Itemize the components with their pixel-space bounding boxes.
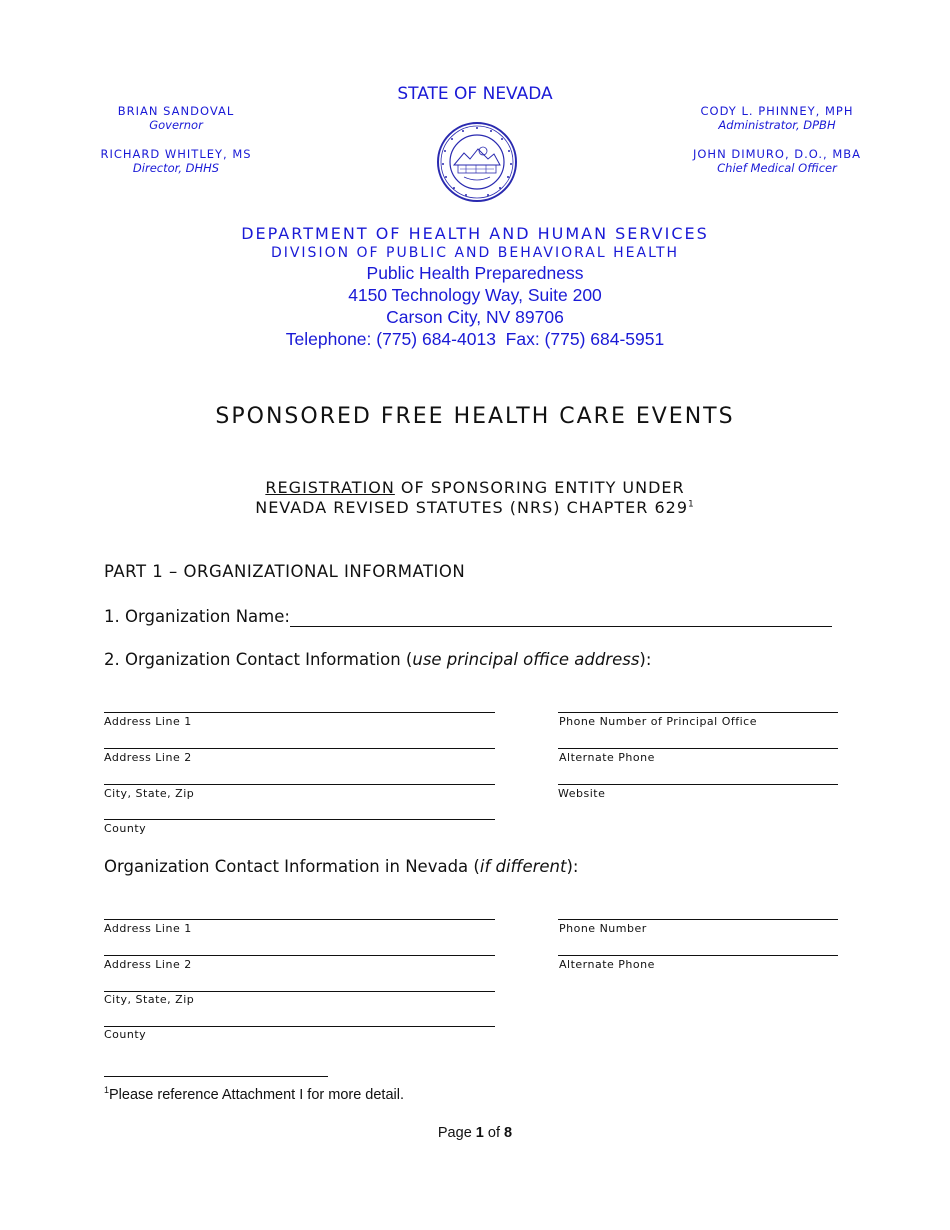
nv-alt-phone-label: Alternate Phone — [559, 958, 655, 971]
subtitle-rest: OF SPONSORING ENTITY UNDER — [394, 478, 685, 497]
nv-address2-field[interactable] — [104, 955, 495, 956]
nv-address1-field[interactable] — [104, 919, 495, 920]
contact-info-heading — [104, 650, 651, 669]
principal-address1-field[interactable] — [104, 712, 495, 713]
principal-county-field[interactable] — [104, 819, 495, 820]
document-title: SPONSORED FREE HEALTH CARE EVENTS — [215, 404, 735, 429]
subtitle-underlined: REGISTRATION — [265, 478, 395, 497]
nv-city-label: City, State, Zip — [104, 993, 195, 1006]
principal-city-field[interactable] — [104, 784, 495, 785]
nevada-contact-prefix: Organization Contact Information in Nevada ( — [104, 857, 480, 876]
principal-address1-label: Address Line 1 — [104, 715, 192, 728]
governor-name: BRIAN SANDOVAL — [117, 104, 235, 118]
principal-county-label: County — [104, 822, 147, 835]
governor-title: Governor — [149, 118, 203, 132]
nv-address1-label: Address Line 1 — [104, 922, 192, 935]
principal-city-label: City, State, Zip — [104, 787, 195, 800]
page-number — [0, 1125, 950, 1141]
nevada-contact-suffix: ): — [566, 857, 579, 876]
org-name-label: 1. Organization Name: — [104, 607, 290, 626]
state-title: STATE OF NEVADA — [397, 84, 553, 104]
principal-website-field[interactable] — [558, 784, 838, 785]
nv-alt-phone-field[interactable] — [558, 955, 838, 956]
nv-city-field[interactable] — [104, 991, 495, 992]
state-seal-icon — [436, 121, 518, 203]
principal-alt-phone-label: Alternate Phone — [559, 751, 655, 764]
principal-address2-label: Address Line 2 — [104, 751, 192, 764]
nv-county-field[interactable] — [104, 1026, 495, 1027]
page-of: of — [483, 1125, 505, 1141]
page-total: 8 — [504, 1125, 513, 1141]
cmo-title: Chief Medical Officer — [717, 161, 837, 175]
org-name-field[interactable] — [290, 626, 832, 627]
nv-address2-label: Address Line 2 — [104, 958, 192, 971]
nv-phone-field[interactable] — [558, 919, 838, 920]
nv-county-label: County — [104, 1028, 147, 1041]
director-title: Director, DHHS — [132, 161, 220, 175]
footnote — [104, 1085, 404, 1103]
phone-fax: Telephone: (775) 684-4013 Fax: (775) 684-5951 — [285, 329, 665, 349]
footnote-mark: 1 — [104, 1085, 110, 1095]
document-subtitle-line2 — [0, 498, 950, 517]
subtitle-footnote-mark: 1 — [688, 499, 695, 510]
office-name: Public Health Preparedness — [366, 263, 584, 283]
document-subtitle-line1 — [0, 478, 950, 497]
director-name: RICHARD WHITLEY, MS — [100, 147, 252, 161]
city-address: Carson City, NV 89706 — [386, 307, 564, 327]
contact-info-italic: use principal office address — [412, 650, 640, 669]
footnote-text: Please reference Attachment I for more detail. — [109, 1086, 404, 1103]
page-label: Page — [437, 1125, 476, 1141]
cmo-name: JOHN DIMURO, D.O., MBA — [692, 147, 862, 161]
street-address: 4150 Technology Way, Suite 200 — [348, 285, 602, 305]
principal-phone-label: Phone Number of Principal Office — [559, 715, 757, 728]
subtitle-line2: NEVADA REVISED STATUTES (NRS) CHAPTER 629 — [255, 498, 689, 517]
principal-phone-field[interactable] — [558, 712, 838, 713]
nevada-contact-heading — [104, 857, 578, 876]
page-current: 1 — [475, 1125, 484, 1141]
principal-address2-field[interactable] — [104, 748, 495, 749]
footnote-divider — [104, 1076, 328, 1077]
contact-info-suffix: ): — [639, 650, 652, 669]
contact-info-prefix: 2. Organization Contact Information ( — [104, 650, 413, 669]
nv-phone-label: Phone Number — [559, 922, 647, 935]
administrator-title: Administrator, DPBH — [718, 118, 836, 132]
principal-alt-phone-field[interactable] — [558, 748, 838, 749]
principal-website-label: Website — [558, 787, 606, 800]
nevada-contact-italic: if different — [479, 857, 567, 876]
division-name: DIVISION OF PUBLIC AND BEHAVIORAL HEALTH — [270, 245, 680, 261]
administrator-name: CODY L. PHINNEY, MPH — [700, 104, 854, 118]
department-name: DEPARTMENT OF HEALTH AND HUMAN SERVICES — [241, 224, 709, 243]
part1-heading: PART 1 – ORGANIZATIONAL INFORMATION — [104, 562, 466, 581]
